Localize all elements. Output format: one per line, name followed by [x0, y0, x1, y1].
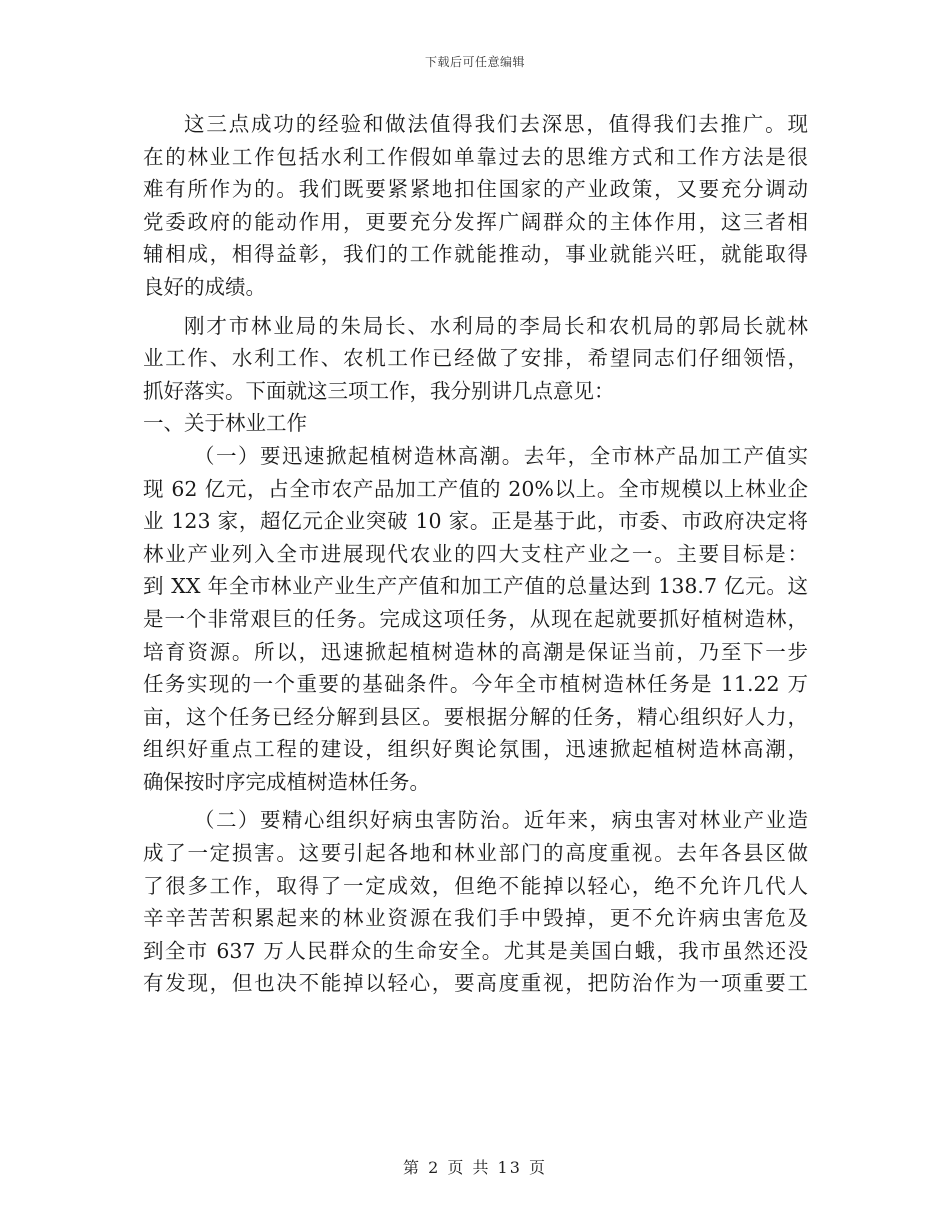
text-line: 业 123 家，超亿元企业突破 10 家。正是基于此，市委、市政府决定将 [143, 509, 808, 534]
text-line: 到 XX 年全市林业产业生产产值和加工产值的总量达到 138.7 亿元。这 [143, 574, 808, 599]
section-heading-text: 一、关于林业工作 [143, 411, 307, 436]
document-body [143, 108, 808, 1000]
text-line: 抓好落实。下面就这三项工作，我分别讲几点意见： [143, 378, 615, 403]
text-line: 亩，这个任务已经分解到县区。要根据分解的任务，精心组织好人力， [143, 704, 808, 729]
text-line: 业工作、水利工作、农机工作已经做了安排，希望同志们仔细领悟， [143, 346, 808, 371]
text-line: 在的林业工作包括水利工作假如单靠过去的思维方式和工作方法是很 [143, 144, 808, 169]
text-line: 成了一定损害。这要引起各地和林业部门的高度重视。去年各县区做 [143, 841, 808, 866]
text-line: 现 62 亿元，占全市农产品加工产值的 20%以上。全市规模以上林业企 [143, 476, 808, 501]
text-line: 难有所作为的。我们既要紧紧地扣住国家的产业政策，又要充分调动 [143, 177, 808, 202]
page-header: 下载后可任意编辑 [424, 55, 525, 69]
text-line: 良好的成绩。 [143, 274, 266, 299]
text-line: 刚才市林业局的朱局长、水利局的李局长和农机局的郭局长就林 [184, 313, 808, 338]
text-line: （一）要迅速掀起植树造林高潮。去年，全市林产品加工产值实 [194, 443, 808, 468]
paragraph-3 [143, 440, 808, 799]
text-line: 辅相成，相得益彰，我们的工作就能推动，事业就能兴旺，就能取得 [143, 242, 808, 267]
text-line: 辛辛苦苦积累起来的林业资源在我们手中毁掉，更不允许病虫害危及 [143, 906, 808, 931]
text-line: 党委政府的能动作用，更要充分发挥广阔群众的主体作用，这三者相 [143, 209, 808, 234]
text-line: 确保按时序完成植树造林任务。 [143, 769, 430, 794]
text-line: 林业产业列入全市进展现代农业的四大支柱产业之一。主要目标是： [143, 541, 808, 566]
text-line: 任务实现的一个重要的基础条件。今年全市植树造林任务是 11.22 万 [143, 672, 808, 697]
text-line: 有发现，但也决不能掉以轻心，要高度重视，把防治作为一项重要工 [143, 971, 808, 996]
text-line: 是一个非常艰巨的任务。完成这项任务，从现在起就要抓好植树造林， [143, 606, 808, 631]
text-line: （二）要精心组织好病虫害防治。近年来，病虫害对林业产业造 [194, 808, 808, 833]
text-line: 了很多工作，取得了一定成效，但绝不能掉以轻心，绝不允许几代人 [143, 873, 808, 898]
page-number: 第 2 页 共 13 页 [403, 1158, 547, 1177]
text-line: 组织好重点工程的建设，组织好舆论氛围，迅速掀起植树造林高潮， [143, 737, 808, 762]
section-heading [143, 407, 808, 440]
text-line: 这三点成功的经验和做法值得我们去深思，值得我们去推广。现 [184, 112, 808, 136]
text-line: 到全市 637 万人民群众的生命安全。尤其是美国白蛾，我市虽然还没 [143, 938, 808, 963]
text-line: 培育资源。所以，迅速掀起植树造林的高潮是保证当前，乃至下一步 [143, 639, 808, 664]
paragraph-4 [143, 804, 808, 1000]
paragraph-1 [143, 108, 808, 304]
paragraph-2 [143, 310, 808, 408]
